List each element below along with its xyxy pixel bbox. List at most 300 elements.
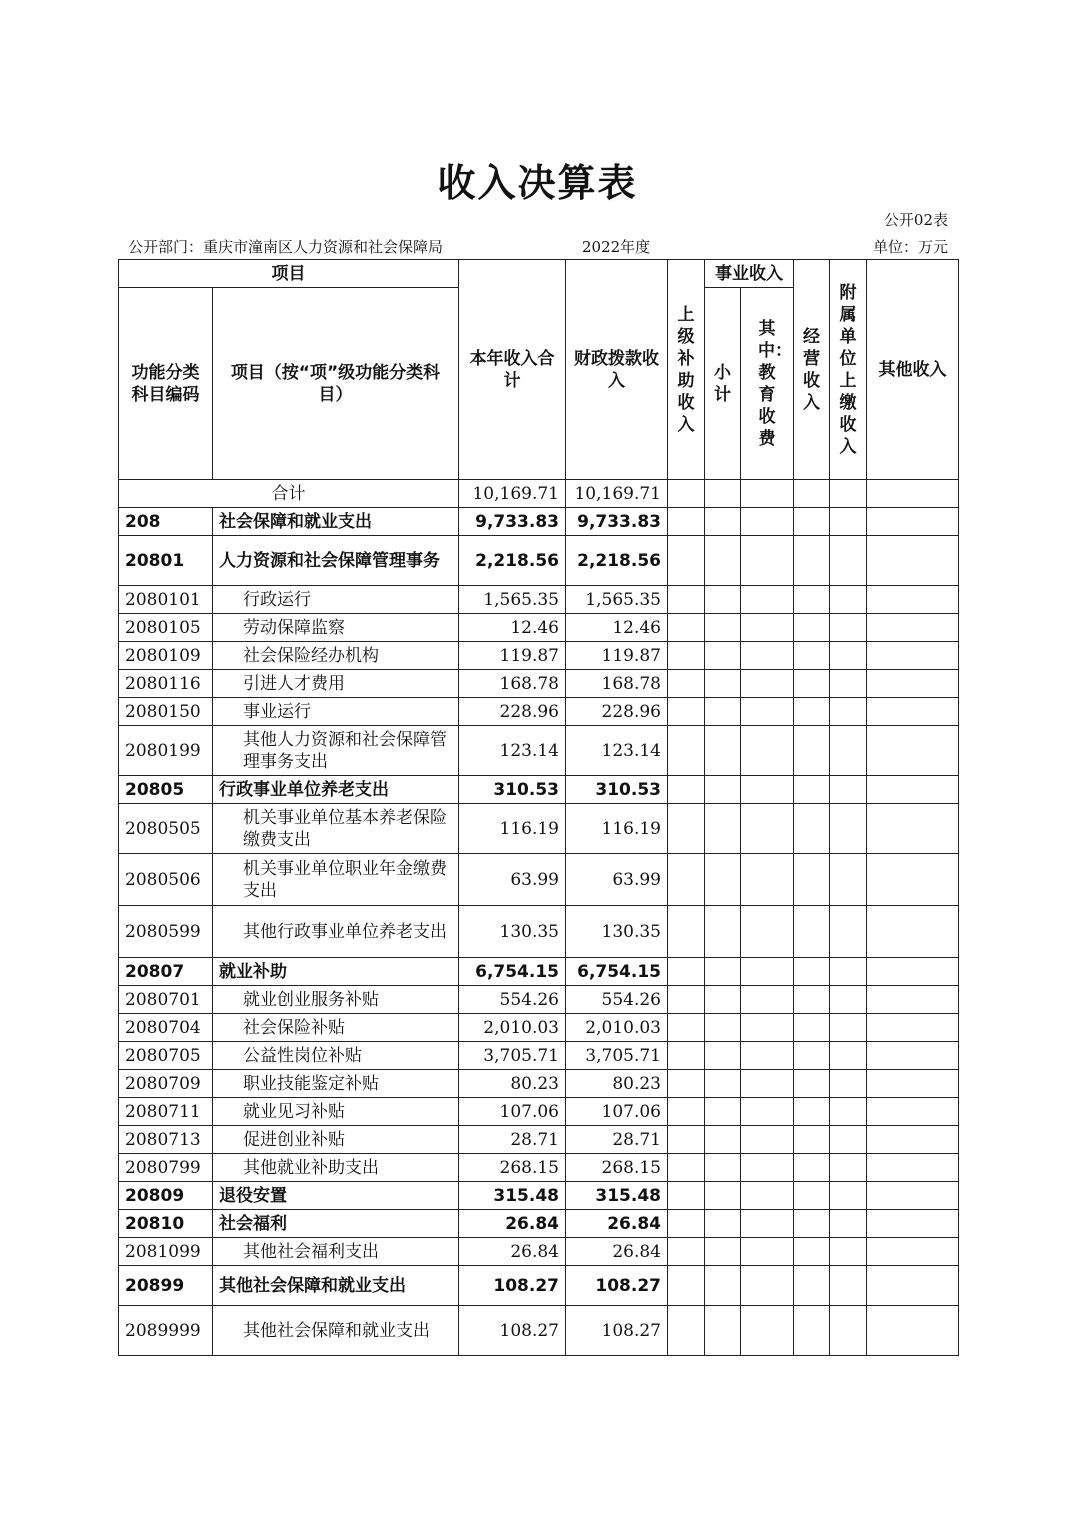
- header-superior-text: 上级补助收入: [677, 304, 695, 435]
- row-fiscal: 107.06: [566, 1098, 668, 1126]
- year-label: 2022年度: [582, 238, 651, 256]
- empty-cell: [867, 1042, 959, 1070]
- empty-cell: [741, 1126, 794, 1154]
- row-name: 就业补助: [213, 958, 459, 986]
- empty-cell: [794, 614, 830, 642]
- empty-cell: [794, 1154, 830, 1182]
- row-total: 108.27: [459, 1266, 566, 1306]
- empty-cell: [668, 1126, 705, 1154]
- row-total: 107.06: [459, 1098, 566, 1126]
- header-fiscal: [566, 260, 668, 480]
- row-name: 劳动保障监察: [213, 614, 459, 642]
- empty-cell: [705, 536, 741, 586]
- department-label: 公开部门：重庆市潼南区人力资源和社会保障局: [128, 238, 444, 256]
- row-total: 315.48: [459, 1182, 566, 1210]
- row-name: 就业见习补贴: [213, 1098, 459, 1126]
- empty-cell: [668, 776, 705, 804]
- empty-cell: [668, 508, 705, 536]
- empty-cell: [705, 1126, 741, 1154]
- empty-cell: [867, 536, 959, 586]
- header-total: [459, 260, 566, 480]
- empty-cell: [794, 1266, 830, 1306]
- empty-cell: [794, 1210, 830, 1238]
- empty-cell: [668, 1098, 705, 1126]
- row-fiscal: 1,565.35: [566, 586, 668, 614]
- empty-cell: [705, 1070, 741, 1098]
- row-name: 其他行政事业单位养老支出: [213, 906, 459, 958]
- empty-cell: [794, 726, 830, 776]
- row-total: 28.71: [459, 1126, 566, 1154]
- empty-cell: [741, 1306, 794, 1356]
- table-row: [119, 1126, 959, 1154]
- empty-cell: [830, 508, 867, 536]
- header-operating: [794, 260, 830, 480]
- empty-cell: [794, 698, 830, 726]
- row-code: 2080709: [119, 1070, 213, 1098]
- row-code: 2080701: [119, 986, 213, 1014]
- row-code: 20805: [119, 776, 213, 804]
- empty-cell: [794, 1014, 830, 1042]
- row-fiscal: 168.78: [566, 670, 668, 698]
- table-row: [119, 1238, 959, 1266]
- row-total: 268.15: [459, 1154, 566, 1182]
- table-row: [119, 1182, 959, 1210]
- empty-cell: [794, 642, 830, 670]
- empty-cell: [668, 958, 705, 986]
- table-row: [119, 1014, 959, 1042]
- empty-cell: [705, 906, 741, 958]
- empty-cell: [794, 1182, 830, 1210]
- header-subtotal: [705, 288, 741, 480]
- table-row: [119, 1306, 959, 1356]
- empty-cell: [830, 1266, 867, 1306]
- table-row: [119, 1266, 959, 1306]
- empty-cell: [705, 1042, 741, 1070]
- row-fiscal: 315.48: [566, 1182, 668, 1210]
- empty-cell: [794, 586, 830, 614]
- row-total: 130.35: [459, 906, 566, 958]
- empty-cell: [741, 536, 794, 586]
- header-code-text: 功能分类科目编码: [131, 362, 200, 405]
- header-business: [705, 260, 794, 288]
- empty-cell: [830, 670, 867, 698]
- empty-cell: [830, 536, 867, 586]
- empty-cell: [741, 1238, 794, 1266]
- row-code: 2080711: [119, 1098, 213, 1126]
- table-row: [119, 1098, 959, 1126]
- empty-cell: [830, 480, 867, 508]
- header-education-text: 其中：教育收费: [758, 318, 792, 449]
- row-fiscal: 228.96: [566, 698, 668, 726]
- empty-cell: [830, 1306, 867, 1356]
- row-name: 其他人力资源和社会保障管理事务支出: [213, 726, 459, 776]
- row-code: 2080799: [119, 1154, 213, 1182]
- empty-cell: [705, 1182, 741, 1210]
- empty-cell: [794, 536, 830, 586]
- row-name: 公益性岗位补贴: [213, 1042, 459, 1070]
- header-item: 项目: [119, 260, 459, 288]
- empty-cell: [794, 906, 830, 958]
- row-total: 1,565.35: [459, 586, 566, 614]
- table-row: [119, 776, 959, 804]
- row-fiscal: 12.46: [566, 614, 668, 642]
- table-row: [119, 906, 959, 958]
- empty-cell: [705, 804, 741, 854]
- row-name: 退役安置: [213, 1182, 459, 1210]
- row-name: 事业运行: [213, 698, 459, 726]
- empty-cell: [741, 1042, 794, 1070]
- empty-cell: [741, 1266, 794, 1306]
- empty-cell: [705, 986, 741, 1014]
- row-name: 其他社会保障和就业支出: [213, 1306, 459, 1356]
- row-code: 20810: [119, 1210, 213, 1238]
- table-row: [119, 726, 959, 776]
- empty-cell: [794, 1126, 830, 1154]
- empty-cell: [668, 614, 705, 642]
- empty-cell: [705, 776, 741, 804]
- row-code: 2080599: [119, 906, 213, 958]
- empty-cell: [867, 906, 959, 958]
- empty-cell: [830, 726, 867, 776]
- row-name: 社会保险经办机构: [213, 642, 459, 670]
- empty-cell: [741, 642, 794, 670]
- table-row: [119, 1070, 959, 1098]
- empty-cell: [794, 958, 830, 986]
- row-code: 20899: [119, 1266, 213, 1306]
- total-fiscal: 10,169.71: [566, 480, 668, 508]
- empty-cell: [794, 776, 830, 804]
- row-code: 2080713: [119, 1126, 213, 1154]
- empty-cell: [705, 854, 741, 906]
- row-name: 社会保险补贴: [213, 1014, 459, 1042]
- empty-cell: [668, 586, 705, 614]
- table-row: [119, 986, 959, 1014]
- row-code: 2080704: [119, 1014, 213, 1042]
- row-name: 其他社会福利支出: [213, 1238, 459, 1266]
- header-operating-text: 经营收入: [803, 326, 820, 413]
- row-code: 2080116: [119, 670, 213, 698]
- page-title: 收入决算表: [437, 161, 638, 205]
- empty-cell: [830, 1210, 867, 1238]
- empty-cell: [668, 906, 705, 958]
- empty-cell: [668, 726, 705, 776]
- row-fiscal: 6,754.15: [566, 958, 668, 986]
- row-total: 6,754.15: [459, 958, 566, 986]
- row-name: 社会保障和就业支出: [213, 508, 459, 536]
- empty-cell: [830, 586, 867, 614]
- empty-cell: [741, 958, 794, 986]
- empty-cell: [830, 804, 867, 854]
- row-code: 2080150: [119, 698, 213, 726]
- header-superior: [668, 260, 705, 480]
- row-fiscal: 26.84: [566, 1210, 668, 1238]
- table-row: [119, 1154, 959, 1182]
- table-row: [119, 642, 959, 670]
- empty-cell: [705, 1266, 741, 1306]
- row-total: 9,733.83: [459, 508, 566, 536]
- table-row: [119, 804, 959, 854]
- empty-cell: [830, 854, 867, 906]
- empty-cell: [741, 480, 794, 508]
- total-amount: 10,169.71: [459, 480, 566, 508]
- empty-cell: [867, 986, 959, 1014]
- empty-cell: [867, 1126, 959, 1154]
- empty-cell: [867, 698, 959, 726]
- row-name: 行政运行: [213, 586, 459, 614]
- table-row: [119, 1210, 959, 1238]
- empty-cell: [830, 776, 867, 804]
- empty-cell: [668, 1238, 705, 1266]
- header-fiscal-text: 财政拨款收入: [574, 348, 659, 391]
- empty-cell: [794, 1070, 830, 1098]
- empty-cell: [794, 986, 830, 1014]
- empty-cell: [867, 1306, 959, 1356]
- empty-cell: [705, 726, 741, 776]
- row-fiscal: 2,218.56: [566, 536, 668, 586]
- row-fiscal: 268.15: [566, 1154, 668, 1182]
- empty-cell: [867, 1266, 959, 1306]
- row-fiscal: 554.26: [566, 986, 668, 1014]
- empty-cell: [794, 804, 830, 854]
- empty-cell: [867, 776, 959, 804]
- row-fiscal: 2,010.03: [566, 1014, 668, 1042]
- row-total: 119.87: [459, 642, 566, 670]
- table-row: [119, 586, 959, 614]
- header-subtotal-text: 小计: [714, 362, 731, 405]
- row-total: 2,010.03: [459, 1014, 566, 1042]
- empty-cell: [741, 614, 794, 642]
- meta-line: [128, 236, 948, 256]
- header-affiliated: [830, 260, 867, 480]
- row-name: 机关事业单位基本养老保险缴费支出: [213, 804, 459, 854]
- row-code: 2080505: [119, 804, 213, 854]
- table-row: [119, 670, 959, 698]
- empty-cell: [867, 1210, 959, 1238]
- empty-cell: [705, 480, 741, 508]
- empty-cell: [794, 1042, 830, 1070]
- header-name-text: 项目（按“项”级功能分类科目）: [230, 362, 441, 405]
- empty-cell: [741, 854, 794, 906]
- row-fiscal: 9,733.83: [566, 508, 668, 536]
- empty-cell: [705, 1210, 741, 1238]
- empty-cell: [741, 508, 794, 536]
- empty-cell: [830, 1126, 867, 1154]
- empty-cell: [741, 1210, 794, 1238]
- empty-cell: [830, 1238, 867, 1266]
- row-code: 20807: [119, 958, 213, 986]
- empty-cell: [830, 1014, 867, 1042]
- header-affiliated-text: 附属单位上缴收入: [839, 282, 857, 457]
- empty-cell: [705, 958, 741, 986]
- unit-label: 单位：万元: [872, 238, 948, 256]
- header-business-text: 事业收入: [715, 263, 783, 284]
- row-name: 其他社会保障和就业支出: [213, 1266, 459, 1306]
- empty-cell: [668, 1210, 705, 1238]
- empty-cell: [668, 1154, 705, 1182]
- empty-cell: [741, 726, 794, 776]
- row-name: 人力资源和社会保障管理事务: [213, 536, 459, 586]
- empty-cell: [867, 586, 959, 614]
- empty-cell: [794, 480, 830, 508]
- empty-cell: [705, 642, 741, 670]
- table-row: [119, 698, 959, 726]
- empty-cell: [705, 586, 741, 614]
- empty-cell: [705, 1238, 741, 1266]
- row-total: 3,705.71: [459, 1042, 566, 1070]
- empty-cell: [741, 804, 794, 854]
- row-fiscal: 119.87: [566, 642, 668, 670]
- empty-cell: [741, 670, 794, 698]
- empty-cell: [867, 1182, 959, 1210]
- empty-cell: [741, 1014, 794, 1042]
- empty-cell: [741, 698, 794, 726]
- row-name: 职业技能鉴定补贴: [213, 1070, 459, 1098]
- empty-cell: [830, 906, 867, 958]
- empty-cell: [668, 986, 705, 1014]
- empty-cell: [741, 776, 794, 804]
- empty-cell: [668, 804, 705, 854]
- row-name: 机关事业单位职业年金缴费支出: [213, 854, 459, 906]
- empty-cell: [830, 958, 867, 986]
- header-total-text: 本年收入合计: [469, 348, 555, 391]
- table-row: [119, 614, 959, 642]
- empty-cell: [867, 508, 959, 536]
- row-code: 20801: [119, 536, 213, 586]
- row-code: 2080506: [119, 854, 213, 906]
- row-fiscal: 108.27: [566, 1306, 668, 1356]
- row-code: 2080101: [119, 586, 213, 614]
- row-fiscal: 130.35: [566, 906, 668, 958]
- row-total: 80.23: [459, 1070, 566, 1098]
- table-row: [119, 508, 959, 536]
- empty-cell: [867, 1070, 959, 1098]
- empty-cell: [830, 1042, 867, 1070]
- empty-cell: [668, 642, 705, 670]
- row-fiscal: 108.27: [566, 1266, 668, 1306]
- table-row: [119, 1042, 959, 1070]
- empty-cell: [668, 1070, 705, 1098]
- empty-cell: [668, 1182, 705, 1210]
- empty-cell: [867, 726, 959, 776]
- row-fiscal: 80.23: [566, 1070, 668, 1098]
- form-number: 公开02表: [883, 211, 948, 229]
- table-row: [119, 536, 959, 586]
- empty-cell: [668, 1042, 705, 1070]
- empty-cell: [867, 480, 959, 508]
- empty-cell: [794, 1098, 830, 1126]
- empty-cell: [867, 1154, 959, 1182]
- empty-cell: [668, 698, 705, 726]
- empty-cell: [830, 1070, 867, 1098]
- row-total: 116.19: [459, 804, 566, 854]
- row-fiscal: 28.71: [566, 1126, 668, 1154]
- row-name: 行政事业单位养老支出: [213, 776, 459, 804]
- row-code: 20809: [119, 1182, 213, 1210]
- empty-cell: [794, 1306, 830, 1356]
- header-education: [741, 288, 794, 480]
- row-total: 168.78: [459, 670, 566, 698]
- empty-cell: [830, 1182, 867, 1210]
- row-name: 促进创业补贴: [213, 1126, 459, 1154]
- row-code: 2080105: [119, 614, 213, 642]
- header-code: [119, 288, 213, 480]
- row-total: 108.27: [459, 1306, 566, 1356]
- row-fiscal: 26.84: [566, 1238, 668, 1266]
- empty-cell: [794, 1238, 830, 1266]
- row-fiscal: 63.99: [566, 854, 668, 906]
- empty-cell: [705, 614, 741, 642]
- empty-cell: [794, 854, 830, 906]
- row-total: 2,218.56: [459, 536, 566, 586]
- empty-cell: [741, 986, 794, 1014]
- empty-cell: [668, 1014, 705, 1042]
- empty-cell: [830, 1154, 867, 1182]
- empty-cell: [741, 586, 794, 614]
- empty-cell: [794, 508, 830, 536]
- row-code: 2081099: [119, 1238, 213, 1266]
- empty-cell: [705, 670, 741, 698]
- row-total: 310.53: [459, 776, 566, 804]
- table-row: [119, 854, 959, 906]
- row-fiscal: 123.14: [566, 726, 668, 776]
- header-name: [213, 288, 459, 480]
- empty-cell: [668, 1306, 705, 1356]
- empty-cell: [830, 642, 867, 670]
- row-name: 引进人才费用: [213, 670, 459, 698]
- empty-cell: [668, 536, 705, 586]
- row-name: 社会福利: [213, 1210, 459, 1238]
- empty-cell: [867, 670, 959, 698]
- total-row: [119, 480, 959, 508]
- empty-cell: [705, 1098, 741, 1126]
- row-total: 12.46: [459, 614, 566, 642]
- empty-cell: [867, 642, 959, 670]
- row-code: 2089999: [119, 1306, 213, 1356]
- empty-cell: [867, 854, 959, 906]
- empty-cell: [741, 1182, 794, 1210]
- empty-cell: [668, 854, 705, 906]
- empty-cell: [741, 1154, 794, 1182]
- empty-cell: [794, 670, 830, 698]
- row-total: 26.84: [459, 1238, 566, 1266]
- row-name: 就业创业服务补贴: [213, 986, 459, 1014]
- empty-cell: [668, 1266, 705, 1306]
- empty-cell: [705, 1154, 741, 1182]
- empty-cell: [867, 958, 959, 986]
- empty-cell: [705, 1014, 741, 1042]
- empty-cell: [705, 1306, 741, 1356]
- empty-cell: [830, 1098, 867, 1126]
- empty-cell: [867, 1014, 959, 1042]
- empty-cell: [867, 1238, 959, 1266]
- row-code: 208: [119, 508, 213, 536]
- table-row: [119, 958, 959, 986]
- income-table: [118, 259, 959, 1356]
- row-code: 2080199: [119, 726, 213, 776]
- empty-cell: [867, 1098, 959, 1126]
- empty-cell: [867, 614, 959, 642]
- empty-cell: [741, 1098, 794, 1126]
- row-total: 123.14: [459, 726, 566, 776]
- empty-cell: [741, 1070, 794, 1098]
- row-code: 2080705: [119, 1042, 213, 1070]
- total-label: 合计: [119, 480, 459, 508]
- row-fiscal: 310.53: [566, 776, 668, 804]
- empty-cell: [741, 906, 794, 958]
- empty-cell: [668, 480, 705, 508]
- row-total: 554.26: [459, 986, 566, 1014]
- empty-cell: [830, 614, 867, 642]
